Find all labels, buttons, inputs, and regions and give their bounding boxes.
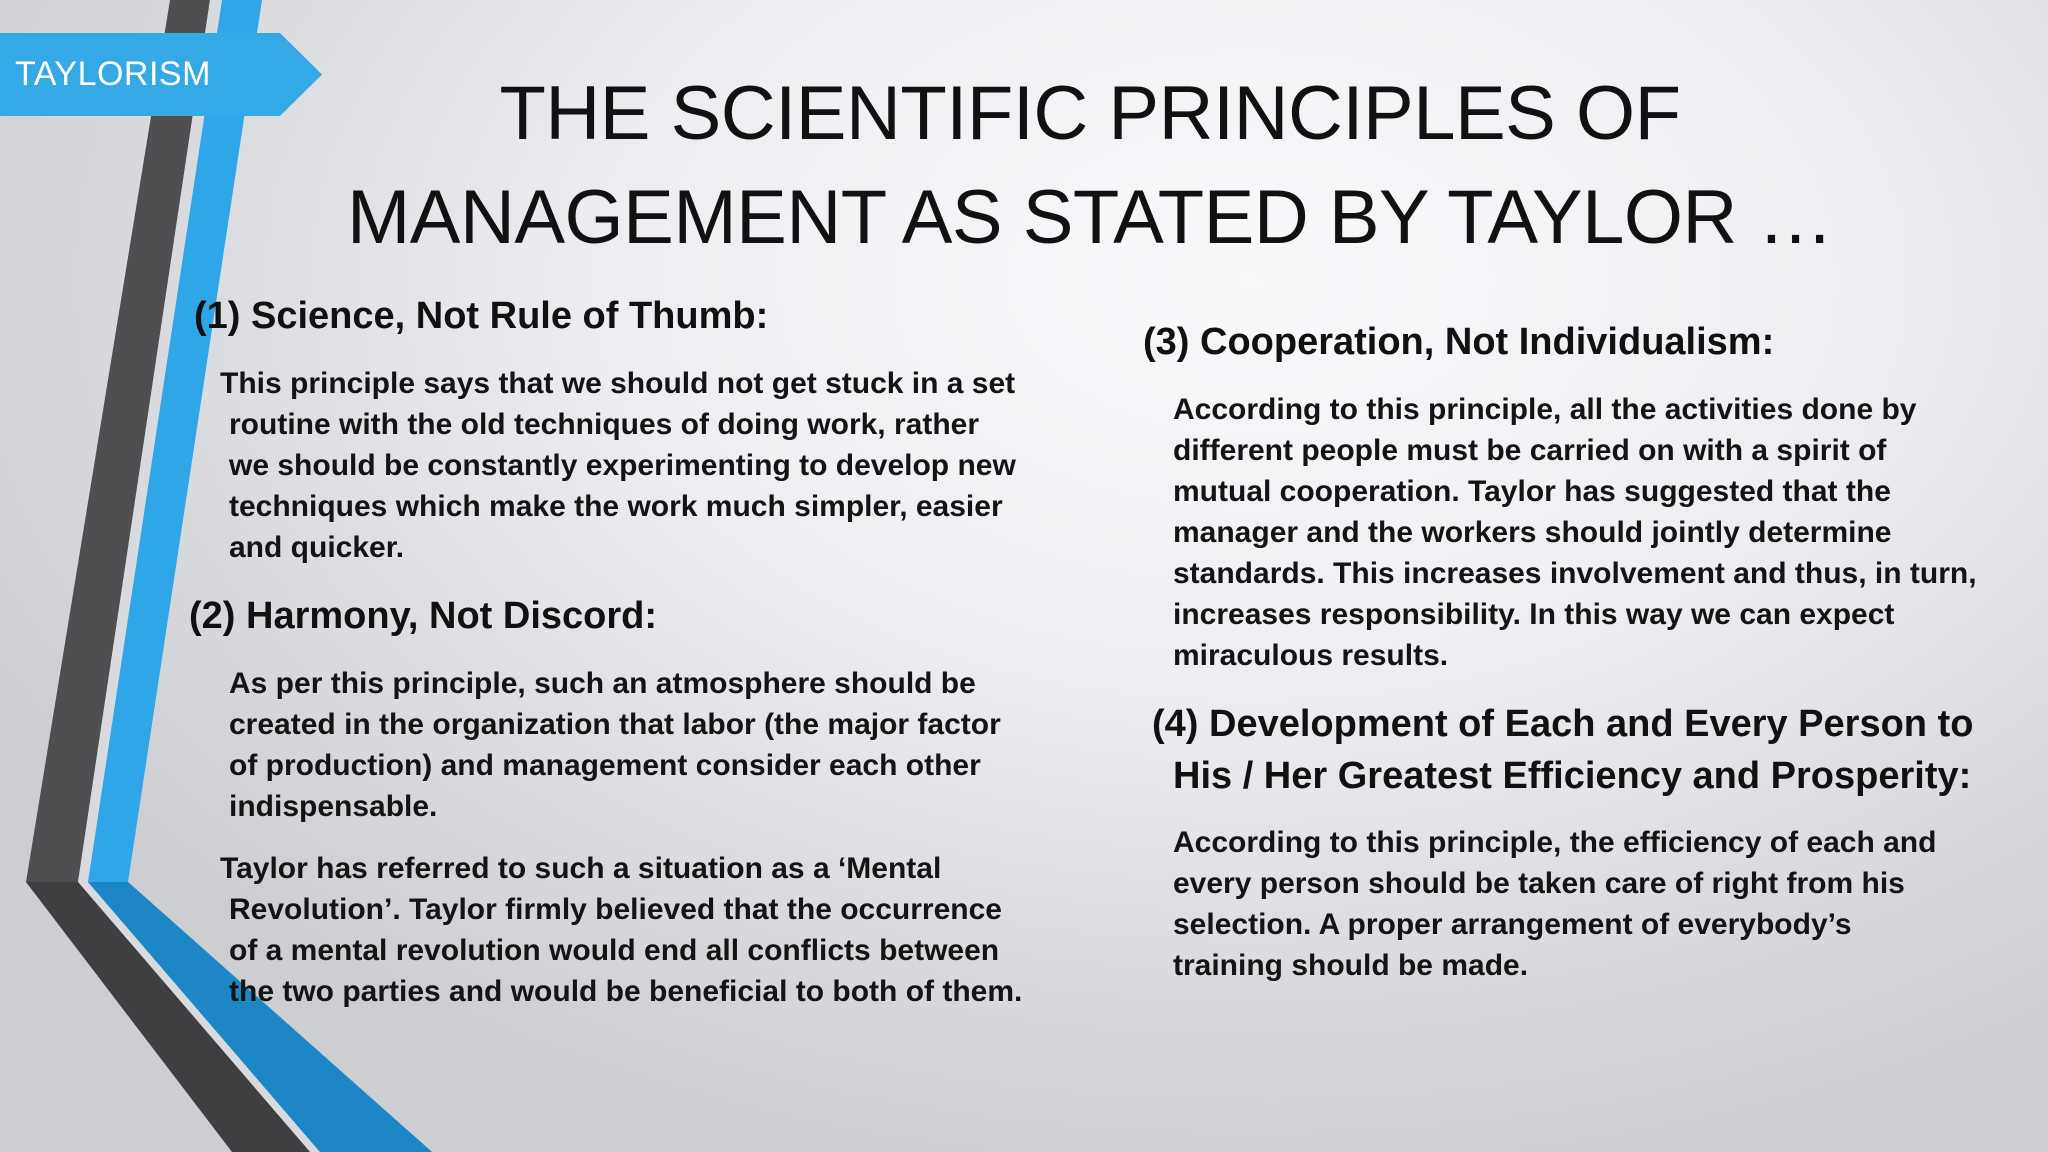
text-line: we should be constantly experimenting to develop new [229, 449, 1016, 482]
heading-development [1152, 698, 1973, 802]
paragraph-mental-revolution [220, 848, 1022, 1012]
title-line-1: THE SCIENTIFIC PRINCIPLES OF [499, 71, 1681, 156]
text-line: different people must be carried on with a spirit of [1173, 434, 1887, 467]
text-line: manager and the workers should jointly determine [1173, 516, 1892, 549]
text-line: and quicker. [229, 531, 405, 564]
heading-line: (4) Development of Each and Every Person to [1152, 703, 1974, 745]
paragraph-harmony [229, 663, 1001, 827]
text-line: According to this principle, the efficiency of each and [1173, 826, 1937, 859]
text-line: standards. This increases involvement and thus, in turn, [1173, 557, 1977, 590]
paragraph-science [220, 363, 1016, 568]
text-line: routine with the old techniques of doing work, rather [229, 408, 980, 441]
heading-science: (1) Science, Not Rule of Thumb: [194, 295, 769, 337]
text-line: Revolution’. Taylor firmly believed that the occurrence [229, 893, 1002, 926]
heading-line: His / Her Greatest Efficiency and Prosperity: [1173, 755, 1972, 797]
text-line: This principle says that we should not get stuck in a set [220, 367, 1016, 400]
text-line: selection. A proper arrangement of everybody’s [1173, 908, 1852, 941]
heading-cooperation: (3) Cooperation, Not Individualism: [1143, 321, 1775, 363]
text-line: Taylor has referred to such a situation as a ‘Mental [220, 852, 942, 885]
text-line: techniques which make the work much simpler, easier [229, 490, 1003, 523]
text-line: indispensable. [229, 790, 438, 823]
tag-label: TAYLORISM [15, 55, 211, 93]
text-line: of production) and management consider each other [229, 749, 981, 782]
slide-title [300, 62, 1880, 270]
text-line: miraculous results. [1173, 639, 1449, 672]
paragraph-cooperation [1173, 389, 1977, 676]
text-line: training should be made. [1173, 949, 1529, 982]
text-line: increases responsibility. In this way we can expect [1173, 598, 1895, 631]
text-line: of a mental revolution would end all conflicts between [229, 934, 1000, 967]
text-line: the two parties and would be beneficial to both of them. [229, 975, 1023, 1008]
text-line: every person should be taken care of right from his [1173, 867, 1905, 900]
text-line: created in the organization that labor (the major factor [229, 708, 1001, 741]
section-tag [0, 33, 322, 116]
text-line: According to this principle, all the activities done by [1173, 393, 1917, 426]
heading-harmony: (2) Harmony, Not Discord: [189, 595, 658, 637]
text-line: As per this principle, such an atmosphere should be [229, 667, 976, 700]
text-line: mutual cooperation. Taylor has suggested that the [1173, 475, 1891, 508]
title-line-2: MANAGEMENT AS STATED BY TAYLOR … [346, 175, 1834, 260]
paragraph-development [1173, 822, 1936, 986]
